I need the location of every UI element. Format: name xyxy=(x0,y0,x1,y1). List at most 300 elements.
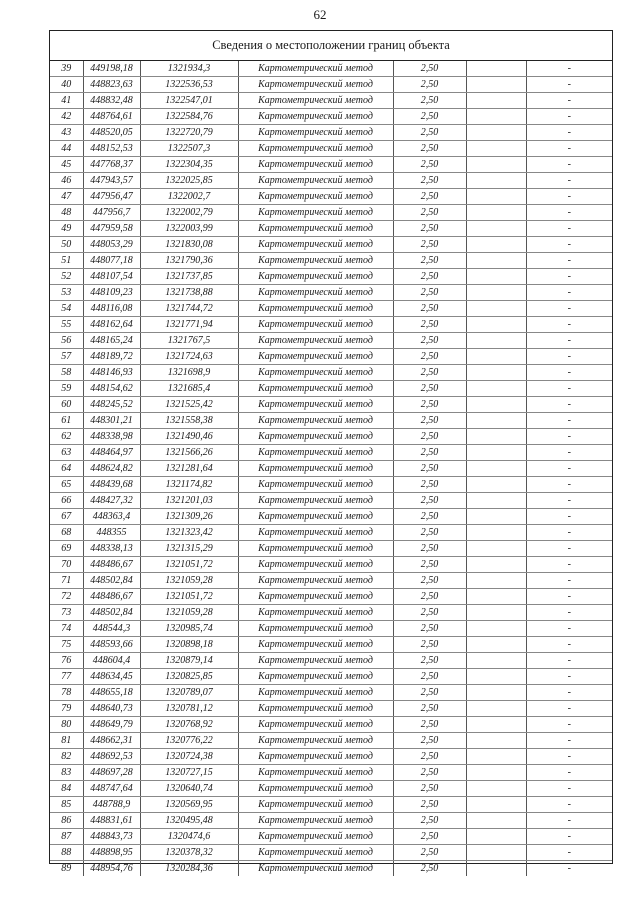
empty-cell xyxy=(466,509,526,525)
description-cell: - xyxy=(526,429,612,445)
description-cell: - xyxy=(526,77,612,93)
y-coordinate-cell: 1322536,53 xyxy=(140,77,238,93)
table-row xyxy=(50,109,612,125)
method-cell: Картометрический метод xyxy=(238,109,393,125)
x-coordinate-cell: 448107,54 xyxy=(83,269,140,285)
y-coordinate-cell: 1320495,48 xyxy=(140,813,238,829)
x-coordinate-cell: 448165,24 xyxy=(83,333,140,349)
point-number-cell: 71 xyxy=(50,573,83,589)
point-number-cell: 73 xyxy=(50,605,83,621)
x-coordinate-cell: 448634,45 xyxy=(83,669,140,685)
table-row xyxy=(50,349,612,365)
precision-cell: 2,50 xyxy=(393,445,466,461)
y-coordinate-cell: 1322002,79 xyxy=(140,205,238,221)
description-cell: - xyxy=(526,477,612,493)
x-coordinate-cell: 448502,84 xyxy=(83,605,140,621)
method-cell: Картометрический метод xyxy=(238,749,393,765)
y-coordinate-cell: 1322720,79 xyxy=(140,125,238,141)
y-coordinate-cell: 1321790,36 xyxy=(140,253,238,269)
point-number-cell: 63 xyxy=(50,445,83,461)
description-cell: - xyxy=(526,365,612,381)
table-row xyxy=(50,573,612,589)
method-cell: Картометрический метод xyxy=(238,621,393,637)
table-row xyxy=(50,365,612,381)
description-cell: - xyxy=(526,557,612,573)
method-cell: Картометрический метод xyxy=(238,205,393,221)
x-coordinate-cell: 448747,64 xyxy=(83,781,140,797)
table-row xyxy=(50,77,612,93)
y-coordinate-cell: 1321051,72 xyxy=(140,589,238,605)
precision-cell: 2,50 xyxy=(393,509,466,525)
precision-cell: 2,50 xyxy=(393,717,466,733)
precision-cell: 2,50 xyxy=(393,381,466,397)
precision-cell: 2,50 xyxy=(393,333,466,349)
description-cell: - xyxy=(526,413,612,429)
method-cell: Картометрический метод xyxy=(238,333,393,349)
description-cell: - xyxy=(526,701,612,717)
y-coordinate-cell: 1320768,92 xyxy=(140,717,238,733)
description-cell: - xyxy=(526,333,612,349)
precision-cell: 2,50 xyxy=(393,813,466,829)
x-coordinate-cell: 448788,9 xyxy=(83,797,140,813)
precision-cell: 2,50 xyxy=(393,317,466,333)
table-row xyxy=(50,237,612,253)
precision-cell: 2,50 xyxy=(393,413,466,429)
coordinates-sheet xyxy=(49,30,613,875)
x-coordinate-cell: 448053,29 xyxy=(83,237,140,253)
description-cell: - xyxy=(526,253,612,269)
precision-cell: 2,50 xyxy=(393,237,466,253)
point-number-cell: 85 xyxy=(50,797,83,813)
x-coordinate-cell: 448162,64 xyxy=(83,317,140,333)
y-coordinate-cell: 1321315,29 xyxy=(140,541,238,557)
table-row xyxy=(50,541,612,557)
empty-cell xyxy=(466,269,526,285)
empty-cell xyxy=(466,637,526,653)
y-coordinate-cell: 1320776,22 xyxy=(140,733,238,749)
point-number-cell: 74 xyxy=(50,621,83,637)
point-number-cell: 84 xyxy=(50,781,83,797)
method-cell: Картометрический метод xyxy=(238,829,393,845)
empty-cell xyxy=(466,205,526,221)
point-number-cell: 67 xyxy=(50,509,83,525)
method-cell: Картометрический метод xyxy=(238,717,393,733)
method-cell: Картометрический метод xyxy=(238,493,393,509)
table-row xyxy=(50,701,612,717)
precision-cell: 2,50 xyxy=(393,109,466,125)
y-coordinate-cell: 1321309,26 xyxy=(140,509,238,525)
empty-cell xyxy=(466,845,526,861)
point-number-cell: 49 xyxy=(50,221,83,237)
point-number-cell: 60 xyxy=(50,397,83,413)
precision-cell: 2,50 xyxy=(393,365,466,381)
x-coordinate-cell: 448189,72 xyxy=(83,349,140,365)
empty-cell xyxy=(466,333,526,349)
precision-cell: 2,50 xyxy=(393,589,466,605)
precision-cell: 2,50 xyxy=(393,653,466,669)
precision-cell: 2,50 xyxy=(393,205,466,221)
x-coordinate-cell: 448338,98 xyxy=(83,429,140,445)
table-row xyxy=(50,653,612,669)
empty-cell xyxy=(466,477,526,493)
method-cell: Картометрический метод xyxy=(238,429,393,445)
description-cell: - xyxy=(526,653,612,669)
table-row xyxy=(50,861,612,877)
y-coordinate-cell: 1321558,38 xyxy=(140,413,238,429)
table-row xyxy=(50,253,612,269)
method-cell: Картометрический метод xyxy=(238,269,393,285)
method-cell: Картометрический метод xyxy=(238,349,393,365)
precision-cell: 2,50 xyxy=(393,61,466,77)
point-number-cell: 64 xyxy=(50,461,83,477)
method-cell: Картометрический метод xyxy=(238,781,393,797)
x-coordinate-cell: 448544,3 xyxy=(83,621,140,637)
point-number-cell: 62 xyxy=(50,429,83,445)
precision-cell: 2,50 xyxy=(393,605,466,621)
x-coordinate-cell: 448338,13 xyxy=(83,541,140,557)
y-coordinate-cell: 1321490,46 xyxy=(140,429,238,445)
point-number-cell: 59 xyxy=(50,381,83,397)
method-cell: Картометрический метод xyxy=(238,173,393,189)
method-cell: Картометрический метод xyxy=(238,733,393,749)
description-cell: - xyxy=(526,317,612,333)
precision-cell: 2,50 xyxy=(393,285,466,301)
table-row xyxy=(50,173,612,189)
precision-cell: 2,50 xyxy=(393,93,466,109)
empty-cell xyxy=(466,541,526,557)
empty-cell xyxy=(466,525,526,541)
table-row xyxy=(50,269,612,285)
table-row xyxy=(50,717,612,733)
method-cell: Картометрический метод xyxy=(238,77,393,93)
y-coordinate-cell: 1321830,08 xyxy=(140,237,238,253)
empty-cell xyxy=(466,349,526,365)
table-row xyxy=(50,445,612,461)
table-row xyxy=(50,509,612,525)
precision-cell: 2,50 xyxy=(393,301,466,317)
empty-cell xyxy=(466,797,526,813)
x-coordinate-cell: 448152,53 xyxy=(83,141,140,157)
description-cell: - xyxy=(526,125,612,141)
point-number-cell: 40 xyxy=(50,77,83,93)
precision-cell: 2,50 xyxy=(393,781,466,797)
precision-cell: 2,50 xyxy=(393,685,466,701)
method-cell: Картометрический метод xyxy=(238,605,393,621)
table-row xyxy=(50,589,612,605)
table-title: Сведения о местоположении границ объекта xyxy=(50,31,612,61)
method-cell: Картометрический метод xyxy=(238,221,393,237)
x-coordinate-cell: 447943,57 xyxy=(83,173,140,189)
x-coordinate-cell: 448116,08 xyxy=(83,301,140,317)
point-number-cell: 89 xyxy=(50,861,83,877)
point-number-cell: 75 xyxy=(50,637,83,653)
x-coordinate-cell: 448146,93 xyxy=(83,365,140,381)
x-coordinate-cell: 448439,68 xyxy=(83,477,140,493)
y-coordinate-cell: 1321771,94 xyxy=(140,317,238,333)
y-coordinate-cell: 1320474,6 xyxy=(140,829,238,845)
description-cell: - xyxy=(526,157,612,173)
coordinates-table-body xyxy=(50,61,612,876)
precision-cell: 2,50 xyxy=(393,541,466,557)
description-cell: - xyxy=(526,717,612,733)
y-coordinate-cell: 1320284,36 xyxy=(140,861,238,877)
method-cell: Картометрический метод xyxy=(238,317,393,333)
point-number-cell: 61 xyxy=(50,413,83,429)
y-coordinate-cell: 1320727,15 xyxy=(140,765,238,781)
description-cell: - xyxy=(526,461,612,477)
point-number-cell: 55 xyxy=(50,317,83,333)
page-number: 62 xyxy=(313,7,327,22)
x-coordinate-cell: 448823,63 xyxy=(83,77,140,93)
table-row xyxy=(50,125,612,141)
description-cell: - xyxy=(526,205,612,221)
precision-cell: 2,50 xyxy=(393,765,466,781)
empty-cell xyxy=(466,109,526,125)
precision-cell: 2,50 xyxy=(393,429,466,445)
table-row xyxy=(50,685,612,701)
y-coordinate-cell: 1321059,28 xyxy=(140,573,238,589)
method-cell: Картометрический метод xyxy=(238,365,393,381)
x-coordinate-cell: 448109,23 xyxy=(83,285,140,301)
point-number-cell: 51 xyxy=(50,253,83,269)
point-number-cell: 72 xyxy=(50,589,83,605)
x-coordinate-cell: 448502,84 xyxy=(83,573,140,589)
method-cell: Картометрический метод xyxy=(238,669,393,685)
table-row xyxy=(50,429,612,445)
description-cell: - xyxy=(526,797,612,813)
table-row xyxy=(50,525,612,541)
precision-cell: 2,50 xyxy=(393,173,466,189)
empty-cell xyxy=(466,61,526,77)
table-row xyxy=(50,93,612,109)
empty-cell xyxy=(466,301,526,317)
point-number-cell: 41 xyxy=(50,93,83,109)
table-row xyxy=(50,221,612,237)
y-coordinate-cell: 1321566,26 xyxy=(140,445,238,461)
y-coordinate-cell: 1320825,85 xyxy=(140,669,238,685)
precision-cell: 2,50 xyxy=(393,701,466,717)
y-coordinate-cell: 1322507,3 xyxy=(140,141,238,157)
empty-cell xyxy=(466,573,526,589)
method-cell: Картометрический метод xyxy=(238,93,393,109)
point-number-cell: 47 xyxy=(50,189,83,205)
y-coordinate-cell: 1320781,12 xyxy=(140,701,238,717)
x-coordinate-cell: 448464,97 xyxy=(83,445,140,461)
table-row xyxy=(50,493,612,509)
table-row xyxy=(50,813,612,829)
y-coordinate-cell: 1320789,07 xyxy=(140,685,238,701)
point-number-cell: 76 xyxy=(50,653,83,669)
description-cell: - xyxy=(526,285,612,301)
point-number-cell: 80 xyxy=(50,717,83,733)
x-coordinate-cell: 447768,37 xyxy=(83,157,140,173)
y-coordinate-cell: 1320378,32 xyxy=(140,845,238,861)
precision-cell: 2,50 xyxy=(393,749,466,765)
precision-cell: 2,50 xyxy=(393,77,466,93)
table-row xyxy=(50,829,612,845)
method-cell: Картометрический метод xyxy=(238,61,393,77)
description-cell: - xyxy=(526,237,612,253)
precision-cell: 2,50 xyxy=(393,461,466,477)
empty-cell xyxy=(466,141,526,157)
empty-cell xyxy=(466,365,526,381)
x-coordinate-cell: 448649,79 xyxy=(83,717,140,733)
description-cell: - xyxy=(526,669,612,685)
description-cell: - xyxy=(526,173,612,189)
description-cell: - xyxy=(526,269,612,285)
point-number-cell: 77 xyxy=(50,669,83,685)
description-cell: - xyxy=(526,605,612,621)
precision-cell: 2,50 xyxy=(393,253,466,269)
empty-cell xyxy=(466,701,526,717)
description-cell: - xyxy=(526,541,612,557)
precision-cell: 2,50 xyxy=(393,269,466,285)
point-number-cell: 54 xyxy=(50,301,83,317)
y-coordinate-cell: 1322025,85 xyxy=(140,173,238,189)
y-coordinate-cell: 1320569,95 xyxy=(140,797,238,813)
table-row xyxy=(50,333,612,349)
x-coordinate-cell: 447959,58 xyxy=(83,221,140,237)
precision-cell: 2,50 xyxy=(393,349,466,365)
x-coordinate-cell: 448640,73 xyxy=(83,701,140,717)
point-number-cell: 53 xyxy=(50,285,83,301)
x-coordinate-cell: 448520,05 xyxy=(83,125,140,141)
description-cell: - xyxy=(526,109,612,125)
point-number-cell: 48 xyxy=(50,205,83,221)
precision-cell: 2,50 xyxy=(393,141,466,157)
y-coordinate-cell: 1321744,72 xyxy=(140,301,238,317)
table-row xyxy=(50,621,612,637)
description-cell: - xyxy=(526,445,612,461)
method-cell: Картометрический метод xyxy=(238,301,393,317)
description-cell: - xyxy=(526,381,612,397)
y-coordinate-cell: 1321059,28 xyxy=(140,605,238,621)
x-coordinate-cell: 447956,7 xyxy=(83,205,140,221)
x-coordinate-cell: 448301,21 xyxy=(83,413,140,429)
method-cell: Картометрический метод xyxy=(238,285,393,301)
x-coordinate-cell: 448655,18 xyxy=(83,685,140,701)
y-coordinate-cell: 1321767,5 xyxy=(140,333,238,349)
y-coordinate-cell: 1321201,03 xyxy=(140,493,238,509)
table-row xyxy=(50,301,612,317)
point-number-cell: 88 xyxy=(50,845,83,861)
x-coordinate-cell: 448427,32 xyxy=(83,493,140,509)
x-coordinate-cell: 447956,47 xyxy=(83,189,140,205)
x-coordinate-cell: 448692,53 xyxy=(83,749,140,765)
empty-cell xyxy=(466,445,526,461)
empty-cell xyxy=(466,493,526,509)
precision-cell: 2,50 xyxy=(393,621,466,637)
table-row xyxy=(50,669,612,685)
method-cell: Картометрический метод xyxy=(238,461,393,477)
y-coordinate-cell: 1321685,4 xyxy=(140,381,238,397)
empty-cell xyxy=(466,589,526,605)
table-row xyxy=(50,285,612,301)
method-cell: Картометрический метод xyxy=(238,157,393,173)
precision-cell: 2,50 xyxy=(393,221,466,237)
method-cell: Картометрический метод xyxy=(238,509,393,525)
precision-cell: 2,50 xyxy=(393,477,466,493)
x-coordinate-cell: 448898,95 xyxy=(83,845,140,861)
y-coordinate-cell: 1321281,64 xyxy=(140,461,238,477)
y-coordinate-cell: 1321934,3 xyxy=(140,61,238,77)
empty-cell xyxy=(466,557,526,573)
description-cell: - xyxy=(526,765,612,781)
coordinates-table xyxy=(50,61,612,876)
empty-cell xyxy=(466,221,526,237)
table-row xyxy=(50,765,612,781)
method-cell: Картометрический метод xyxy=(238,541,393,557)
table-row xyxy=(50,205,612,221)
point-number-cell: 87 xyxy=(50,829,83,845)
empty-cell xyxy=(466,781,526,797)
x-coordinate-cell: 448954,76 xyxy=(83,861,140,877)
table-row xyxy=(50,557,612,573)
table-row xyxy=(50,381,612,397)
empty-cell xyxy=(466,733,526,749)
empty-cell xyxy=(466,765,526,781)
empty-cell xyxy=(466,429,526,445)
precision-cell: 2,50 xyxy=(393,797,466,813)
empty-cell xyxy=(466,461,526,477)
description-cell: - xyxy=(526,509,612,525)
table-row xyxy=(50,845,612,861)
point-number-cell: 79 xyxy=(50,701,83,717)
x-coordinate-cell: 448363,4 xyxy=(83,509,140,525)
table-row xyxy=(50,157,612,173)
x-coordinate-cell: 448843,73 xyxy=(83,829,140,845)
x-coordinate-cell: 449198,18 xyxy=(83,61,140,77)
method-cell: Картометрический метод xyxy=(238,397,393,413)
y-coordinate-cell: 1322002,7 xyxy=(140,189,238,205)
y-coordinate-cell: 1320640,74 xyxy=(140,781,238,797)
precision-cell: 2,50 xyxy=(393,157,466,173)
point-number-cell: 56 xyxy=(50,333,83,349)
precision-cell: 2,50 xyxy=(393,573,466,589)
empty-cell xyxy=(466,173,526,189)
empty-cell xyxy=(466,749,526,765)
point-number-cell: 45 xyxy=(50,157,83,173)
precision-cell: 2,50 xyxy=(393,637,466,653)
point-number-cell: 66 xyxy=(50,493,83,509)
description-cell: - xyxy=(526,189,612,205)
method-cell: Картометрический метод xyxy=(238,557,393,573)
empty-cell xyxy=(466,237,526,253)
table-row xyxy=(50,141,612,157)
y-coordinate-cell: 1322304,35 xyxy=(140,157,238,173)
method-cell: Картометрический метод xyxy=(238,445,393,461)
method-cell: Картометрический метод xyxy=(238,573,393,589)
x-coordinate-cell: 448831,61 xyxy=(83,813,140,829)
empty-cell xyxy=(466,685,526,701)
x-coordinate-cell: 448486,67 xyxy=(83,589,140,605)
table-row xyxy=(50,413,612,429)
precision-cell: 2,50 xyxy=(393,669,466,685)
empty-cell xyxy=(466,605,526,621)
description-cell: - xyxy=(526,621,612,637)
description-cell: - xyxy=(526,349,612,365)
y-coordinate-cell: 1321174,82 xyxy=(140,477,238,493)
method-cell: Картометрический метод xyxy=(238,237,393,253)
y-coordinate-cell: 1320898,18 xyxy=(140,637,238,653)
table-row xyxy=(50,397,612,413)
table-row xyxy=(50,781,612,797)
method-cell: Картометрический метод xyxy=(238,525,393,541)
description-cell: - xyxy=(526,685,612,701)
method-cell: Картометрический метод xyxy=(238,701,393,717)
x-coordinate-cell: 448662,31 xyxy=(83,733,140,749)
point-number-cell: 70 xyxy=(50,557,83,573)
